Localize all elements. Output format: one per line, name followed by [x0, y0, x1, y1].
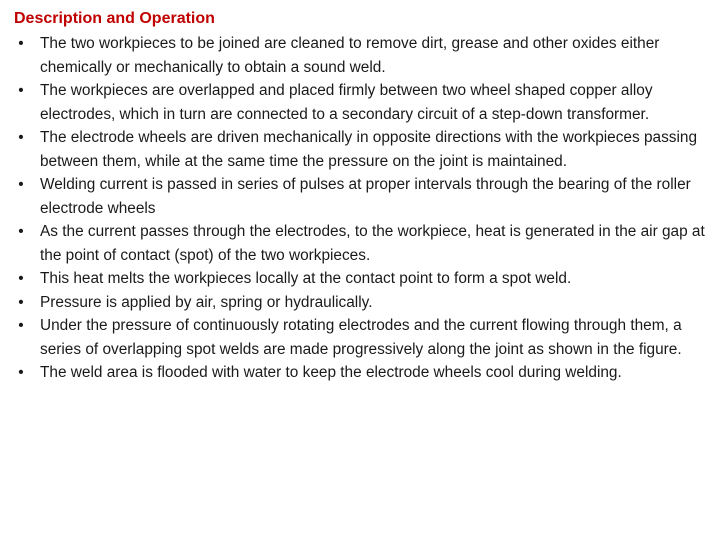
list-item [14, 361, 712, 385]
bullet-icon: • [18, 364, 24, 381]
bullet-icon: • [18, 82, 24, 99]
list-item-text: The weld area is flooded with water to keep the electrode wheels cool during welding. [40, 364, 622, 381]
list-item-text: The workpieces are overlapped and placed firmly between two wheel shaped copper alloy electrodes, which in turn are connected to a secondary circuit of a step-down transformer. [40, 82, 653, 123]
bullet-icon: • [18, 270, 24, 287]
list-item-text: The two workpieces to be joined are cleaned to remove dirt, grease and other oxides either chemically or mechanically to obtain a sound weld. [40, 35, 660, 76]
bullet-icon: • [18, 176, 24, 193]
bullet-icon: • [18, 35, 24, 52]
list-item-text: This heat melts the workpieces locally at the contact point to form a spot weld. [40, 270, 572, 287]
list-item [14, 220, 712, 267]
bullet-icon: • [18, 129, 24, 146]
list-item [14, 32, 712, 79]
bullet-icon: • [18, 223, 24, 240]
list-item [14, 267, 712, 291]
list-item [14, 173, 712, 220]
bullet-icon: • [18, 317, 24, 334]
list-item-text: Under the pressure of continuously rotating electrodes and the current flowing through them, a series of overlapping spot welds are made progressively along the joint as shown in the figure. [40, 317, 682, 358]
list-item [14, 314, 712, 361]
list-item-text: As the current passes through the electrodes, to the workpiece, heat is generated in the air gap at the point of contact (spot) of the two workpieces. [40, 223, 705, 264]
list-item [14, 291, 712, 315]
list-item-text: Pressure is applied by air, spring or hydraulically. [40, 293, 373, 311]
list-item [14, 126, 712, 173]
section-heading: Description and Operation [14, 10, 215, 27]
bullet-icon: • [18, 293, 24, 311]
list-item-text: Welding current is passed in series of pulses at proper intervals through the bearing of the roller electrode wheels [40, 176, 691, 217]
list-item [14, 79, 712, 126]
bullet-list [14, 32, 712, 385]
list-item-text: The electrode wheels are driven mechanically in opposite directions with the workpieces passing between them, while at the same time the pressure on the joint is maintained. [40, 129, 698, 170]
